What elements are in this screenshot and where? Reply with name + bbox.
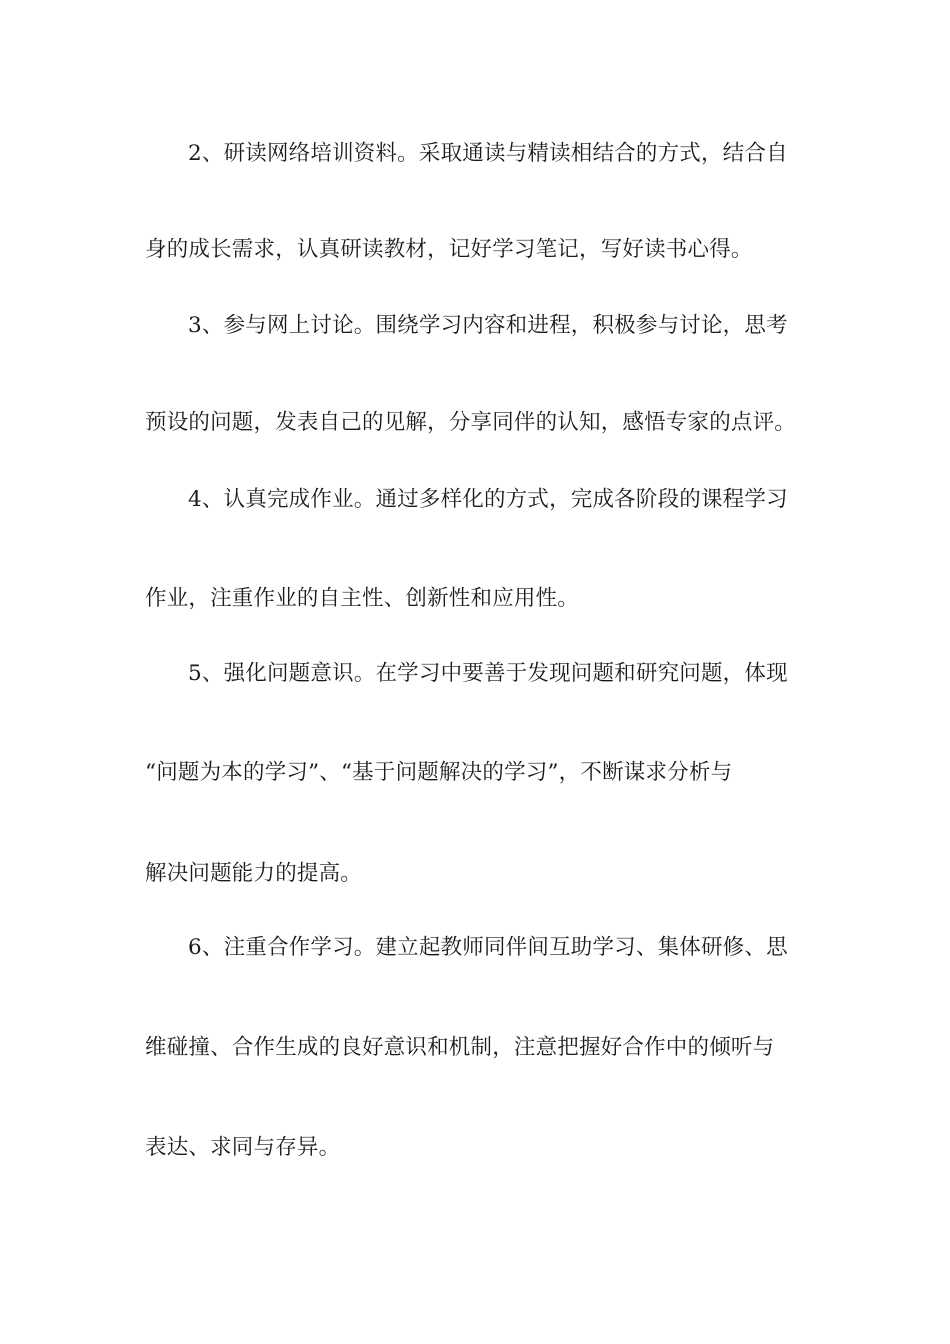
paragraph-4-line-1: 4、认真完成作业。通过多样化的方式，完成各阶段的课程学习 — [188, 487, 788, 512]
paragraph-2-line-2: 身的成长需求，认真研读教材，记好学习笔记，写好读书心得。 — [145, 237, 753, 262]
paragraph-2-line-1: 2、研读网络培训资料。采取通读与精读相结合的方式，结合自 — [188, 141, 788, 166]
paragraph-5-line-2: “问题为本的学习”、“基于问题解决的学习”，不断谋求分析与 — [145, 760, 733, 785]
paragraph-5-line-1: 5、强化问题意识。在学习中要善于发现问题和研究问题，体现 — [188, 661, 788, 686]
paragraph-6-line-1: 6、注重合作学习。建立起教师同伴间互助学习、集体研修、思 — [188, 935, 788, 960]
paragraph-6-line-3: 表达、求同与存异。 — [145, 1135, 341, 1160]
paragraph-3-line-1: 3、参与网上讨论。围绕学习内容和进程，积极参与讨论，思考 — [188, 313, 788, 338]
paragraph-4-line-2: 作业，注重作业的自主性、创新性和应用性。 — [145, 586, 580, 611]
paragraph-3-line-2: 预设的问题，发表自己的见解，分享同伴的认知，感悟专家的点评。 — [145, 410, 797, 435]
paragraph-5-line-3: 解决问题能力的提高。 — [145, 861, 363, 886]
paragraph-6-line-2: 维碰撞、合作生成的良好意识和机制，注意把握好合作中的倾听与 — [145, 1035, 775, 1060]
